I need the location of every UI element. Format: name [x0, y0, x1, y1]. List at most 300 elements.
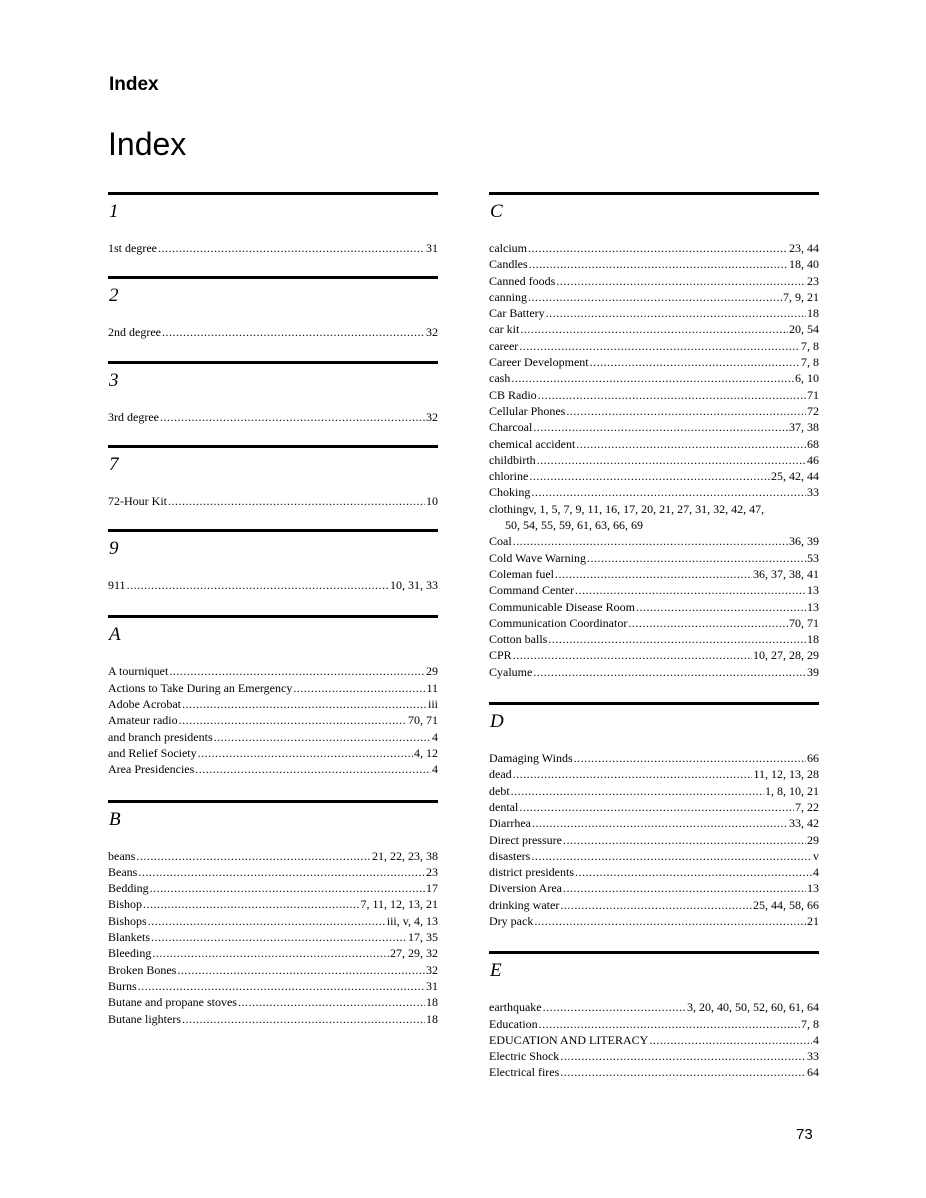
entry-term: earthquake — [489, 1000, 542, 1015]
entry-term: 911 — [108, 578, 126, 593]
entry-pages: 10, 31, 33 — [390, 578, 438, 593]
entry-pages: 3, 20, 40, 50, 52, 60, 61, 64 — [687, 1000, 819, 1015]
index-entry — [108, 729, 438, 745]
entry-list — [489, 741, 819, 929]
index-entry — [489, 452, 819, 468]
entry-pages: 17, 35 — [408, 930, 438, 945]
index-entry — [489, 582, 819, 598]
dot-leader — [628, 615, 788, 631]
entry-list — [108, 654, 438, 777]
entry-pages: 25, 42, 44 — [771, 469, 819, 484]
dot-leader — [531, 848, 812, 864]
entry-pages: 17 — [426, 881, 438, 896]
entry-list — [108, 231, 438, 256]
entry-term: Bleeding — [108, 946, 152, 961]
section-header — [489, 702, 819, 741]
entry-term: Damaging Winds — [489, 751, 573, 766]
index-entry — [108, 663, 438, 679]
running-head: Index — [109, 74, 159, 95]
dot-leader — [531, 484, 806, 500]
entry-list — [489, 990, 819, 1080]
dot-leader — [513, 647, 752, 663]
index-section — [489, 951, 819, 1080]
entry-pages: 18, 40 — [789, 257, 819, 272]
entry-pages: 1, 8, 10, 21 — [765, 783, 819, 798]
entry-term: Bishops — [108, 913, 147, 928]
index-entry — [489, 880, 819, 896]
dot-leader — [539, 1016, 800, 1032]
dot-leader — [136, 848, 371, 864]
index-entry — [489, 750, 819, 766]
dot-leader — [138, 864, 425, 880]
entry-pages: v — [813, 848, 819, 863]
section-header — [108, 800, 438, 839]
entry-pages: 18 — [807, 306, 819, 321]
dot-leader — [566, 403, 806, 419]
index-entry — [108, 1011, 438, 1027]
index-entry — [489, 289, 819, 305]
index-entry — [489, 897, 819, 913]
entry-pages: 13 — [807, 583, 819, 598]
entry-term: Command Center — [489, 583, 574, 598]
entry-pages: 11 — [426, 680, 438, 695]
entry-term: Butane lighters — [108, 1011, 181, 1026]
index-entry — [489, 664, 819, 680]
entry-list — [108, 568, 438, 593]
index-entry — [108, 978, 438, 994]
index-entry — [489, 1048, 819, 1064]
entry-term: Diarrhea — [489, 816, 531, 831]
entry-term: beans — [108, 848, 136, 863]
entry-pages: 7, 8 — [801, 338, 819, 353]
index-section — [489, 702, 819, 929]
index-entry — [489, 783, 819, 799]
dot-leader — [563, 880, 806, 896]
index-entry — [489, 832, 819, 848]
entry-term: childbirth — [489, 452, 536, 467]
entry-term: Burns — [108, 978, 137, 993]
entry-term: chemical accident — [489, 436, 576, 451]
entry-pages: 68 — [807, 436, 819, 451]
index-entry — [108, 240, 438, 256]
entry-pages: 53 — [807, 550, 819, 565]
entry-pages: 25, 44, 58, 66 — [753, 897, 819, 912]
entry-list — [108, 315, 438, 340]
section-header — [108, 276, 438, 315]
index-section — [489, 192, 819, 680]
dot-leader — [563, 832, 806, 848]
dot-leader — [195, 761, 431, 777]
entry-term: Area Presidencies — [108, 762, 195, 777]
index-entry — [489, 799, 819, 815]
entry-pages: 18 — [426, 995, 438, 1010]
entry-pages: 27, 29, 32 — [390, 946, 438, 961]
dot-leader — [293, 680, 425, 696]
dot-leader — [138, 978, 425, 994]
index-entry — [108, 929, 438, 945]
index-entry — [489, 999, 819, 1015]
index-section — [108, 529, 438, 593]
dot-leader — [529, 468, 770, 484]
dot-leader — [143, 896, 359, 912]
index-section — [108, 192, 438, 256]
index-column-right — [489, 192, 819, 1081]
entry-term: Charcoal — [489, 420, 533, 435]
dot-leader — [513, 533, 788, 549]
entry-pages: 36, 37, 38, 41 — [753, 566, 819, 581]
entry-pages: iii — [427, 697, 438, 712]
entry-pages: 36, 39 — [789, 534, 819, 549]
entry-term: Dry pack — [489, 913, 534, 928]
page-title: Index — [108, 126, 187, 162]
section-header — [108, 192, 438, 231]
index-entry — [489, 354, 819, 370]
index-entry — [489, 766, 819, 782]
page-number: 73 — [796, 1126, 813, 1143]
index-entry — [489, 631, 819, 647]
entry-term: A tourniquet — [108, 664, 169, 679]
index-entry — [489, 848, 819, 864]
dot-leader — [169, 663, 425, 679]
index-entry — [489, 370, 819, 386]
dot-leader — [511, 783, 764, 799]
entry-term: disasters — [489, 848, 531, 863]
entry-pages: 46 — [807, 452, 819, 467]
entry-term: 72-Hour Kit — [108, 493, 167, 508]
entry-pages: 4, 12 — [414, 745, 438, 760]
entry-pages: 11, 12, 13, 28 — [753, 767, 819, 782]
dot-leader — [520, 321, 788, 337]
index-entry — [108, 493, 438, 509]
entry-term: Diversion Area — [489, 881, 562, 896]
entry-pages: 66 — [807, 751, 819, 766]
dot-leader — [511, 370, 794, 386]
entry-list — [489, 231, 819, 680]
entry-term: Education — [489, 1016, 538, 1031]
entry-term: Beans — [108, 864, 138, 879]
entry-pages: 13 — [807, 881, 819, 896]
index-entry — [108, 409, 438, 425]
index-section — [108, 276, 438, 340]
dot-leader — [543, 999, 686, 1015]
dot-leader — [529, 256, 788, 272]
entry-term: calcium — [489, 241, 527, 255]
dot-leader — [556, 273, 806, 289]
entry-term: district presidents — [489, 865, 574, 880]
section-letter: 2 — [109, 285, 119, 307]
index-entry — [489, 864, 819, 880]
entry-pages: 32 — [426, 325, 438, 340]
index-entry — [489, 1032, 819, 1048]
index-entry — [489, 338, 819, 354]
index-entry — [489, 615, 819, 631]
index-entry — [489, 387, 819, 403]
entry-pages: 21, 22, 23, 38 — [372, 848, 438, 863]
index-entry — [489, 273, 819, 289]
entry-term: 3rd degree — [108, 409, 159, 424]
entry-pages: 7, 22 — [795, 799, 819, 814]
entry-pages: 32 — [426, 409, 438, 424]
section-header — [108, 615, 438, 654]
dot-leader — [532, 815, 788, 831]
index-section — [108, 615, 438, 777]
entry-term: dental — [489, 799, 519, 814]
section-letter: B — [109, 808, 121, 830]
index-entry — [489, 550, 819, 566]
section-header — [108, 529, 438, 568]
entry-term: career — [489, 338, 519, 353]
index-entry — [108, 761, 438, 777]
entry-term: and Relief Society — [108, 745, 197, 760]
dot-leader — [576, 436, 806, 452]
entry-pages: 37, 38 — [789, 420, 819, 435]
entry-term: Butane and propane stoves — [108, 995, 237, 1010]
entry-term: Communicable Disease Room — [489, 599, 635, 614]
entry-pages: 18 — [807, 632, 819, 647]
entry-term: 2nd degree — [108, 325, 161, 340]
dot-leader — [513, 766, 753, 782]
index-entry — [489, 533, 819, 549]
dot-leader — [575, 582, 806, 598]
dot-leader — [538, 387, 806, 403]
entry-term: Career Development — [489, 355, 589, 370]
index-entry — [108, 577, 438, 593]
index-section — [108, 445, 438, 509]
index-entry — [489, 419, 819, 435]
entry-pages: 31 — [426, 978, 438, 993]
entry-term: Direct pressure — [489, 832, 562, 847]
dot-leader — [548, 631, 806, 647]
entry-pages: 72 — [807, 403, 819, 418]
entry-pages: 29 — [426, 664, 438, 679]
entry-pages: 20, 54 — [789, 322, 819, 337]
index-entry — [108, 680, 438, 696]
entry-term: 1st degree — [108, 241, 157, 255]
section-header — [108, 361, 438, 400]
entry-term: debt — [489, 783, 510, 798]
dot-leader — [590, 354, 800, 370]
index-entry — [489, 484, 819, 500]
dot-leader — [160, 409, 425, 425]
entry-term: CPR — [489, 648, 512, 663]
entry-pages: 23, 44 — [789, 241, 819, 255]
dot-leader — [238, 994, 425, 1010]
section-header — [489, 951, 819, 990]
entry-term: Canned foods — [489, 273, 556, 288]
index-entry — [108, 324, 438, 340]
entry-pages: 32 — [426, 962, 438, 977]
entry-term: Broken Bones — [108, 962, 177, 977]
dot-leader — [182, 1011, 425, 1027]
entry-pages: 23 — [426, 864, 438, 879]
section-header — [489, 192, 819, 231]
dot-leader — [560, 1064, 806, 1080]
entry-term: clothingv, 1, 5, 7, 9, 11, 16, 17, 20, 21, 27, 31, 32, 42, 47, — [489, 501, 765, 516]
dot-leader — [214, 729, 431, 745]
entry-term: Choking — [489, 485, 531, 500]
entry-pages: 29 — [807, 832, 819, 847]
entry-pages: 70, 71 — [408, 713, 438, 728]
dot-leader — [198, 745, 413, 761]
entry-term: Electric Shock — [489, 1049, 560, 1064]
entry-term: Bedding — [108, 881, 149, 896]
index-entry — [489, 468, 819, 484]
entry-term: chlorine — [489, 469, 529, 484]
index-entry — [489, 403, 819, 419]
entry-term: EDUCATION AND LITERACY — [489, 1032, 649, 1047]
entry-term: drinking water — [489, 897, 560, 912]
entry-pages: 50, 54, 55, 59, 61, 63, 66, 69 — [505, 518, 643, 533]
dot-leader — [519, 799, 794, 815]
entry-term: Blankets — [108, 930, 150, 945]
index-entry — [489, 501, 819, 534]
index-entry — [108, 913, 438, 929]
entry-term: Communication Coordinator — [489, 615, 628, 630]
section-letter: A — [109, 624, 121, 646]
dot-leader — [574, 750, 806, 766]
index-entry — [489, 305, 819, 321]
dot-leader — [519, 338, 800, 354]
dot-leader — [179, 712, 407, 728]
entry-pages: 18 — [426, 1011, 438, 1026]
entry-term: Cyalume — [489, 664, 533, 679]
entry-term: Candles — [489, 257, 528, 272]
dot-leader — [148, 913, 386, 929]
index-entry — [489, 599, 819, 615]
dot-leader — [168, 493, 425, 509]
section-letter: D — [490, 711, 504, 733]
entry-pages: 6, 10 — [795, 371, 819, 386]
entry-term: CB Radio — [489, 387, 537, 402]
index-entry — [489, 913, 819, 929]
index-entry — [489, 1016, 819, 1032]
dot-leader — [177, 962, 425, 978]
entry-pages: 21 — [807, 913, 819, 928]
index-entry — [108, 880, 438, 896]
entry-pages: 39 — [807, 664, 819, 679]
entry-term: Actions to Take During an Emergency — [108, 680, 293, 695]
index-entry — [108, 745, 438, 761]
index-entry — [489, 647, 819, 663]
dot-leader — [528, 289, 782, 305]
entry-pages: iii, v, 4, 13 — [386, 913, 438, 928]
index-column-left — [108, 192, 438, 1027]
section-letter: C — [490, 201, 503, 222]
entry-pages: 4 — [432, 762, 438, 777]
index-section — [108, 361, 438, 425]
dot-leader — [555, 566, 752, 582]
section-letter: 9 — [109, 538, 119, 560]
dot-leader — [533, 419, 788, 435]
entry-pages: 10 — [426, 493, 438, 508]
dot-leader — [546, 305, 806, 321]
entry-pages: 71 — [807, 387, 819, 402]
index-entry — [489, 1064, 819, 1080]
entry-term: Amateur radio — [108, 713, 178, 728]
entry-pages: 4 — [813, 865, 819, 880]
entry-pages: 4 — [813, 1032, 819, 1047]
entry-term: Car Battery — [489, 306, 545, 321]
entry-term: Cotton balls — [489, 632, 548, 647]
entry-pages: 31 — [426, 241, 438, 255]
entry-term: Coal — [489, 534, 512, 549]
entry-list — [108, 400, 438, 425]
dot-leader — [182, 696, 427, 712]
dot-leader — [158, 240, 425, 256]
index-entry — [108, 994, 438, 1010]
entry-term: canning — [489, 289, 527, 304]
dot-leader — [534, 913, 806, 929]
dot-leader — [649, 1032, 812, 1048]
index-entry — [108, 864, 438, 880]
entry-term: cash — [489, 371, 511, 386]
dot-leader — [528, 240, 788, 256]
entry-term: Cellular Phones — [489, 403, 566, 418]
index-entry — [489, 815, 819, 831]
dot-leader — [587, 550, 806, 566]
entry-term: Adobe Acrobat — [108, 697, 181, 712]
entry-pages: 33 — [807, 1049, 819, 1064]
dot-leader — [537, 452, 806, 468]
entry-pages: 64 — [807, 1065, 819, 1080]
section-letter: 3 — [109, 369, 119, 391]
entry-pages: 7, 8 — [801, 355, 819, 370]
dot-leader — [152, 945, 389, 961]
index-entry — [108, 712, 438, 728]
entry-pages: 10, 27, 28, 29 — [753, 648, 819, 663]
index-entry — [489, 256, 819, 272]
entry-list — [108, 484, 438, 509]
entry-pages: 33 — [807, 485, 819, 500]
dot-leader — [575, 864, 812, 880]
index-entry — [108, 848, 438, 864]
entry-term: Bishop — [108, 897, 143, 912]
section-letter: 7 — [109, 453, 119, 475]
entry-term: Electrical fires — [489, 1065, 560, 1080]
section-letter: 1 — [109, 201, 119, 222]
entry-pages: 13 — [807, 599, 819, 614]
index-entry — [108, 896, 438, 912]
entry-pages: 7, 11, 12, 13, 21 — [360, 897, 438, 912]
entry-list — [108, 839, 438, 1027]
entry-term: Coleman fuel — [489, 566, 554, 581]
entry-term: dead — [489, 767, 512, 782]
entry-pages: 33, 42 — [789, 816, 819, 831]
dot-leader — [150, 880, 425, 896]
index-entry — [489, 566, 819, 582]
entry-pages: 7, 8 — [801, 1016, 819, 1031]
section-header — [108, 445, 438, 484]
dot-leader — [560, 1048, 806, 1064]
entry-pages: 23 — [807, 273, 819, 288]
dot-leader — [162, 324, 425, 340]
index-entry — [108, 962, 438, 978]
dot-leader — [151, 929, 407, 945]
dot-leader — [636, 599, 806, 615]
index-section — [108, 800, 438, 1027]
index-entry — [489, 240, 819, 256]
index-entry — [489, 321, 819, 337]
index-entry — [108, 696, 438, 712]
index-entry — [489, 436, 819, 452]
section-letter: E — [490, 960, 502, 982]
dot-leader — [560, 897, 752, 913]
entry-pages: 7, 9, 21 — [783, 289, 819, 304]
entry-term: and branch presidents — [108, 729, 213, 744]
entry-term: Cold Wave Warning — [489, 550, 586, 565]
entry-term: car kit — [489, 322, 520, 337]
entry-pages: 4 — [432, 729, 438, 744]
